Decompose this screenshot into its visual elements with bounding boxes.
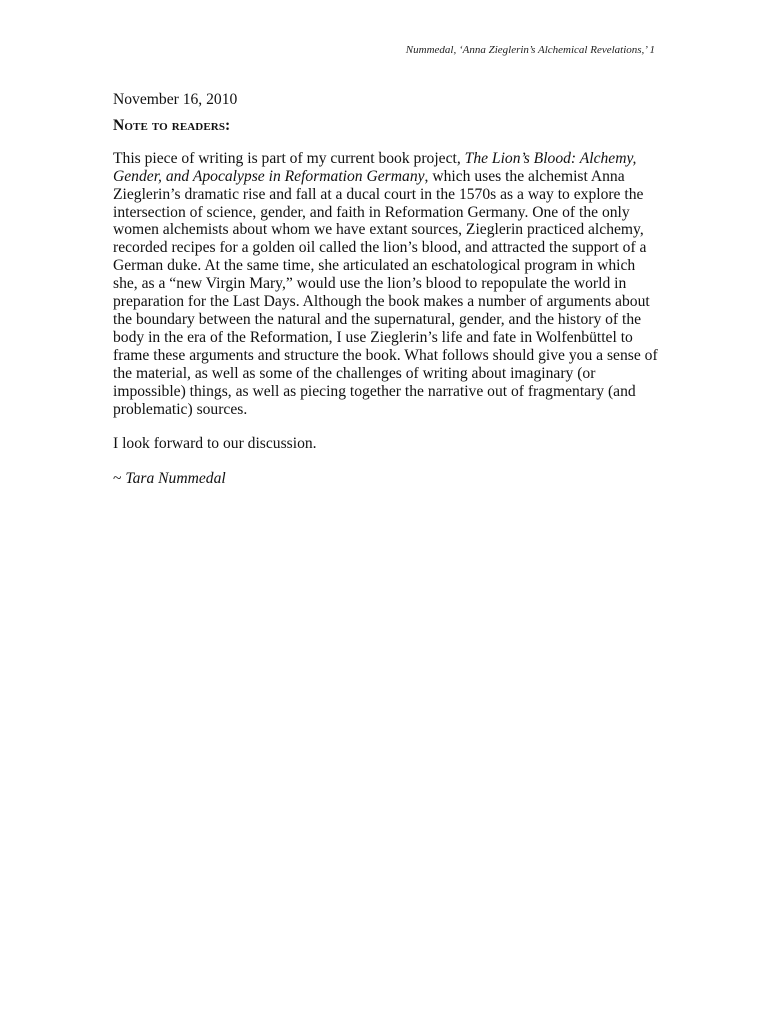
paragraph-body: , which uses the alchemist Anna Zieglerin’s dramatic rise and fall at a ducal court in the 1570s as a way to explore the intersection of science, gender, and faith in Reformation Germany. One of the only women alchemists about whom we have extant sources, Zieglerin practiced alchemy, recorded recipes for a golden oil called the lion’s blood, and attracted the support of a German duke. At the same time, she articulated an eschatological program in which she, as a “new Virgin Mary,” would use the lion’s blood to repopulate the world in preparation for the Last Days. Although the book makes a number of arguments about the boundary between the natural and the supernatural, gender, and the history of the body in the era of the Reformation, I use Zieglerin’s life and fate in Wolfenbüttel to frame these arguments and structure the book. What follows should give you a sense of the material, as well as some of the challenges of writing about imaginary (or impossible) things, as well as piecing together the narrative out of fragmentary (and problematic) sources. <box>113 167 658 418</box>
running-header: Nummedal, ‘Anna Zieglerin’s Alchemical Revelations,’ 1 <box>405 44 655 56</box>
main-paragraph <box>113 150 658 419</box>
book-title: The Lion’s Blood: Alchemy, Gender, and Apocalypse in Reformation Germany <box>113 149 637 185</box>
signature-tilde: ~ <box>113 470 126 488</box>
signature <box>113 470 658 488</box>
closing-line: I look forward to our discussion. <box>113 435 317 453</box>
paragraph-intro: This piece of writing is part of my current book project, <box>113 149 465 167</box>
signature-name: Tara Nummedal <box>125 470 226 488</box>
letter-body <box>113 91 658 488</box>
letter-date: November 16, 2010 <box>113 91 238 108</box>
note-heading: Note to readers: <box>113 116 231 134</box>
